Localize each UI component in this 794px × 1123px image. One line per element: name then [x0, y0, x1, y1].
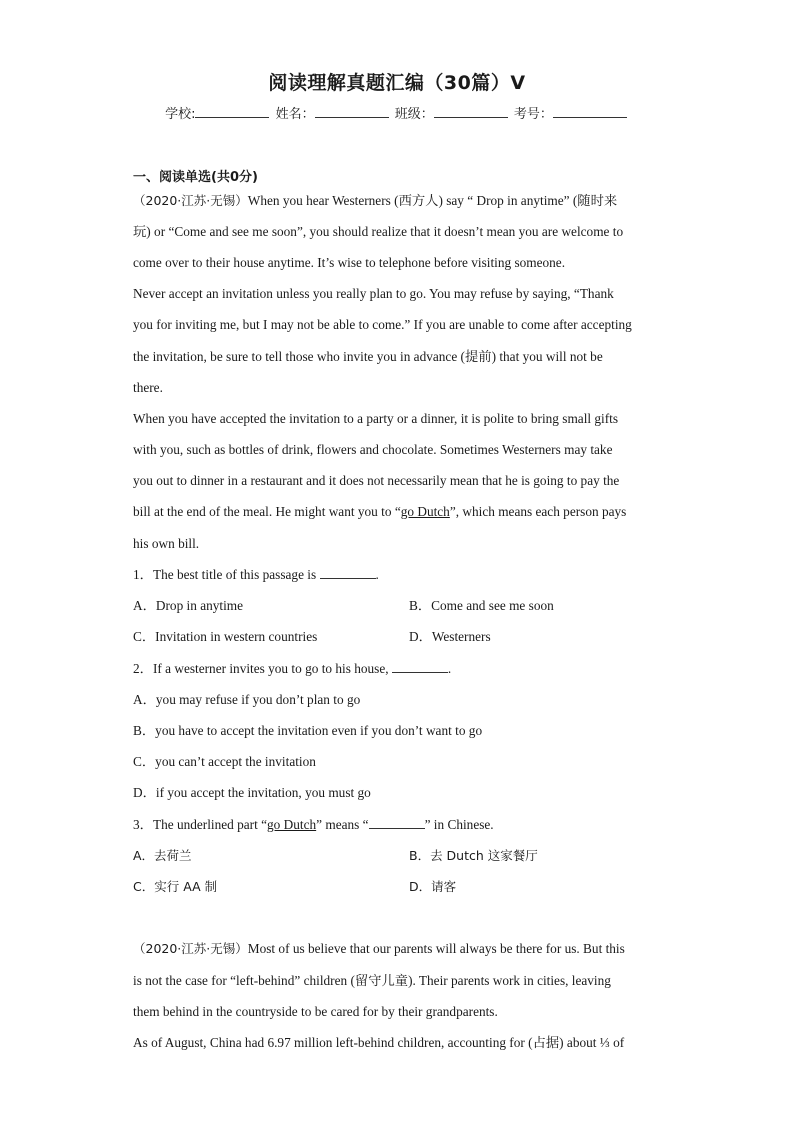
q3-option-a[interactable]: A．去荷兰 [133, 848, 192, 863]
answer-blank[interactable] [369, 817, 425, 829]
passage1-line: come over to their house anytime. It’s wise to telephone before visiting someone. [133, 255, 566, 270]
passage1-line: his own bill. [133, 536, 200, 551]
passage1-line: there. [133, 380, 163, 395]
passage1-line: with you, such as bottles of drink, flowers and chocolate. Sometimes Westerners may take [133, 442, 613, 457]
class-blank[interactable] [434, 106, 508, 118]
passage2-line [133, 941, 625, 957]
passage1-line: you out to dinner in a restaurant and it does not necessarily mean that he is going to pay the [133, 473, 620, 488]
question-text-end: . [375, 567, 379, 582]
q2-option-d[interactable]: D．if you accept the invitation, you must go [133, 785, 371, 800]
question-text: 1．The best title of this passage is [133, 567, 317, 582]
question-text-end: . [447, 661, 452, 676]
question-1-stem [133, 567, 379, 583]
q1-option-b[interactable]: B．Come and see me soon [409, 598, 554, 613]
question-3-stem [133, 817, 494, 833]
school-label: 学校: [165, 107, 196, 122]
passage2-line: As of August, China had 6.97 million left-behind children, accounting for (占据) about ⅓ of [133, 1035, 625, 1050]
passage1-line: 玩) or “Come and see me soon”, you should realize that it doesn’t mean you are welcome to [133, 224, 624, 239]
q1-option-a[interactable]: A．Drop in anytime [133, 598, 244, 613]
line-text: bill at the end of the meal. He might want you to “ [133, 504, 401, 519]
q3-option-b[interactable]: B．去 Dutch 这家餐厅 [409, 848, 538, 863]
passage1-text: When you hear Westerners (西方人) say “ Drop in anytime” (随时来 [247, 193, 618, 208]
passage2-line: them behind in the countryside to be cared for by their grandparents. [133, 1004, 498, 1019]
question-2-stem [133, 661, 451, 677]
q1-option-d[interactable]: D．Westerners [409, 629, 491, 644]
school-blank[interactable] [195, 106, 269, 118]
question-text: 3．The underlined part “ [133, 817, 268, 832]
q2-option-b[interactable]: B．you have to accept the invitation even if you don’t want to go [133, 723, 483, 738]
question-text: ” means “ [316, 817, 369, 832]
passage2-source: （2020·江苏·无锡） [133, 941, 248, 956]
q2-option-a[interactable]: A．you may refuse if you don’t plan to go [133, 692, 361, 707]
passage1-line [133, 193, 617, 209]
passage1-line: the invitation, be sure to tell those who invite you in advance (提前) that you will not be [133, 349, 603, 364]
class-label: 班级： [394, 107, 434, 122]
answer-blank[interactable] [320, 567, 376, 579]
q2-option-c[interactable]: C．you can’t accept the invitation [133, 754, 316, 769]
passage1-line: When you have accepted the invitation to a party or a dinner, it is polite to bring small gifts [133, 411, 619, 426]
number-label: 考号： [513, 107, 553, 122]
q3-option-c[interactable]: C．实行 AA 制 [133, 879, 218, 894]
passage1-source: （2020·江苏·无锡） [133, 193, 248, 208]
answer-blank[interactable] [392, 661, 448, 673]
name-label: 姓名： [275, 107, 315, 122]
passage2-line: is not the case for “left-behind” children (留守儿童). Their parents work in cities, leaving [133, 973, 611, 988]
passage1-line: Never accept an invitation unless you really plan to go. You may refuse by saying, “Thank [133, 286, 614, 301]
student-info-line [0, 103, 794, 122]
underlined-phrase: go Dutch [400, 504, 450, 519]
line-text: ”, which means each person pays [449, 504, 627, 519]
underlined-phrase: go Dutch [267, 817, 317, 832]
name-blank[interactable] [315, 106, 389, 118]
passage1-line [133, 504, 626, 520]
q3-option-d[interactable]: D．请客 [409, 879, 457, 894]
q1-option-c[interactable]: C．Invitation in western countries [133, 629, 318, 644]
section-heading: 一、阅读单选(共0分) [133, 170, 258, 185]
question-text: ” in Chinese. [424, 817, 494, 832]
question-text: 2．If a westerner invites you to go to his house, [133, 661, 389, 676]
passage2-text: Most of us believe that our parents will always be there for us. But this [247, 941, 625, 956]
passage1-line: you for inviting me, but I may not be able to come.” If you are unable to come after accepting [133, 317, 632, 332]
page-title: 阅读理解真题汇编（30篇）V [268, 72, 526, 94]
number-blank[interactable] [553, 106, 627, 118]
